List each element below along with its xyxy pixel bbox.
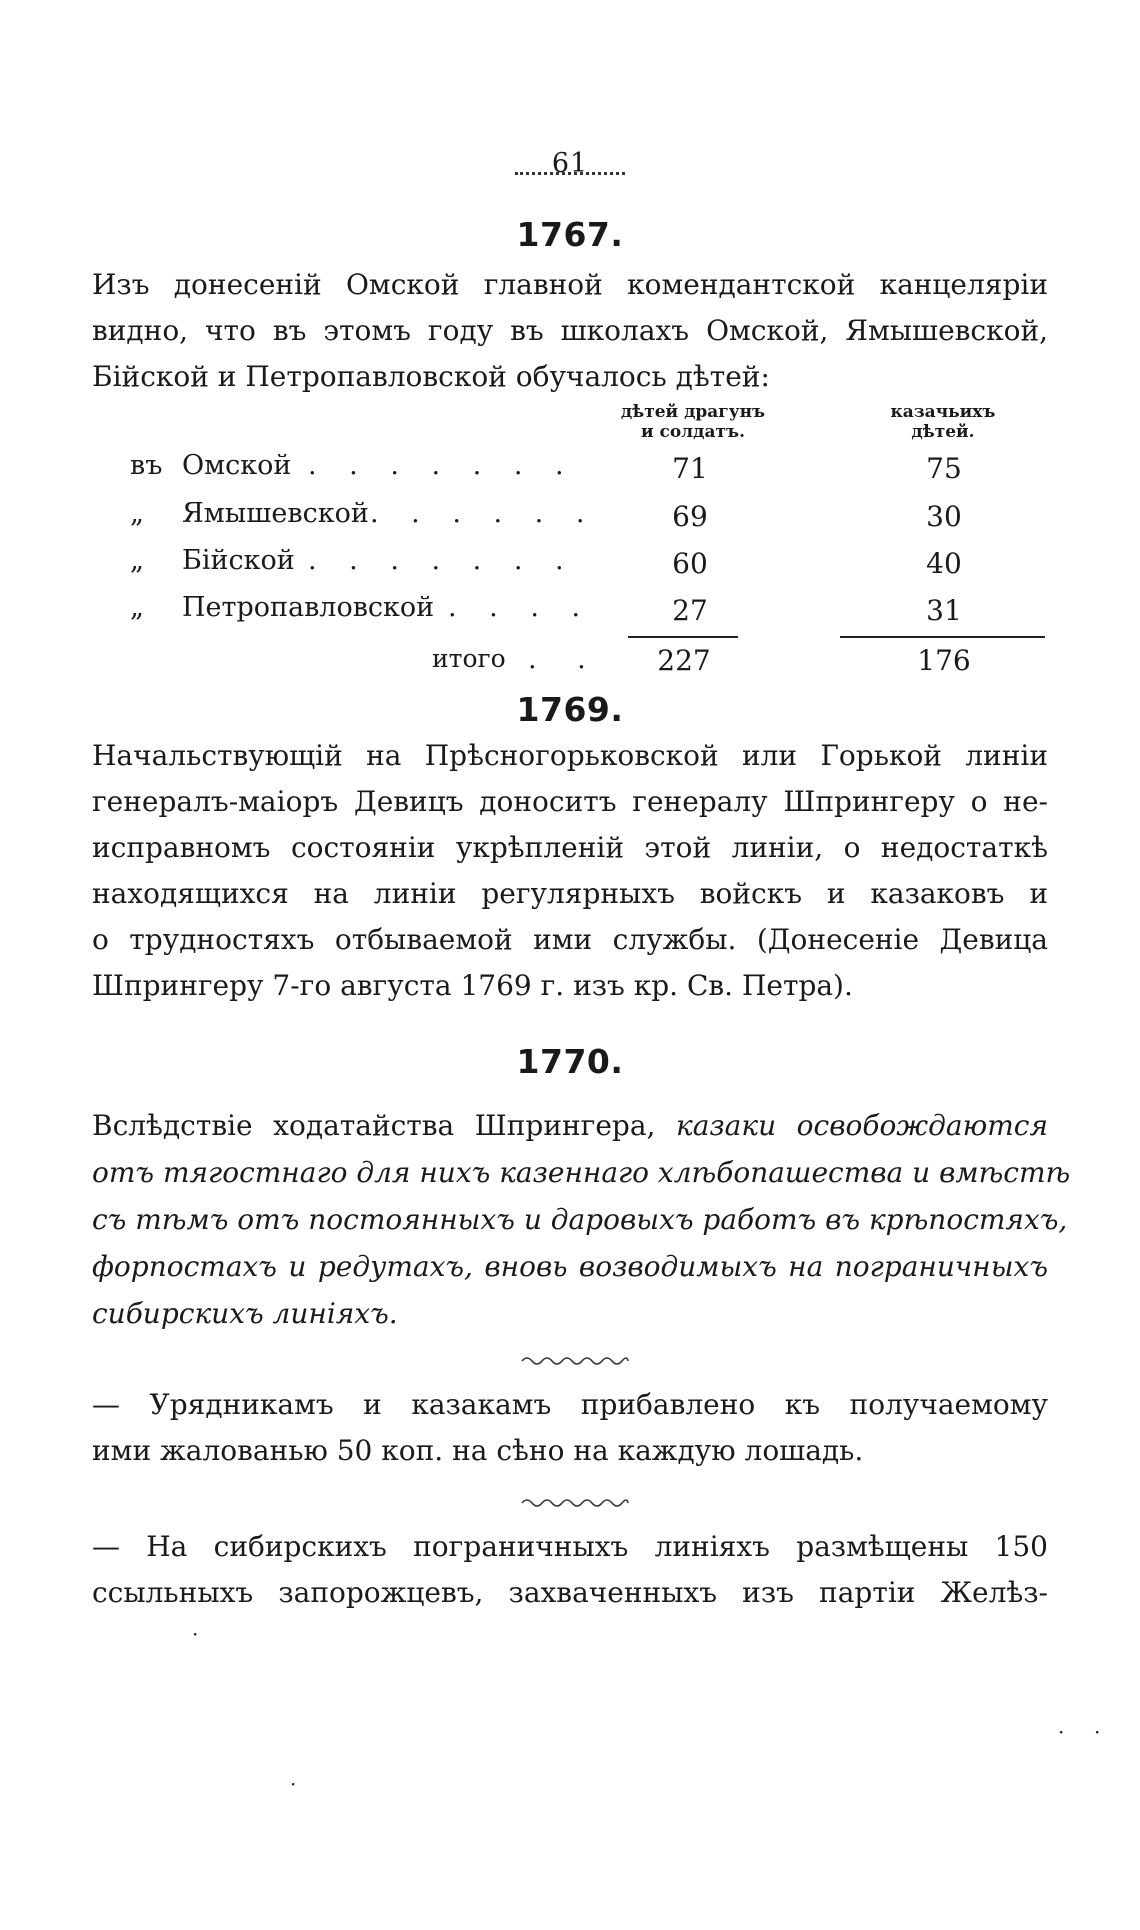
row-name: Бійской	[182, 545, 295, 576]
paragraph-note-1	[92, 1382, 1048, 1474]
paragraph-note-2	[92, 1524, 1048, 1616]
row-name: Омской	[182, 450, 292, 481]
leader-dots: . . . .	[448, 592, 593, 623]
row-prefix: въ	[130, 450, 163, 481]
scan-speck: ·	[290, 1772, 297, 1796]
text-line: — На сибирскихъ пограничныхъ линіяхъ размѣщены 150	[92, 1530, 1048, 1563]
year-heading-1769: 1769.	[516, 690, 624, 729]
text-line	[92, 1102, 1048, 1149]
text-line: Изъ донесеній Омской главной комендантской канцеляріи	[92, 268, 1048, 301]
leader-dots: . .	[528, 644, 602, 675]
text-line: отъ тягостнаго для нихъ казеннаго хлѣбопашества и вмѣстѣ	[92, 1156, 1071, 1189]
row-name: Петропавловской	[182, 592, 435, 623]
italic-text: казаки освобождаются	[675, 1109, 1048, 1142]
table-row-label	[130, 592, 434, 623]
leader-dots: . . . . . . .	[308, 450, 576, 481]
text-line: видно, что въ этомъ году въ школахъ Омской, Ямышевской,	[92, 314, 1048, 347]
scan-speck: ·	[1058, 1720, 1065, 1744]
scan-speck: ·	[192, 1622, 199, 1646]
cell-dragoons: 60	[672, 547, 708, 580]
column-header-line: казачьихъ	[890, 402, 996, 422]
column-header-dragoons	[578, 402, 808, 442]
text-line: генералъ-маіоръ Девицъ доноситъ генералу Шпрингеру о не-	[92, 785, 1048, 818]
leader-dots: . . . . . .	[370, 498, 597, 529]
leader-dots: . . . . . . .	[308, 545, 576, 576]
column-header-cossacks	[868, 402, 1018, 442]
text-line: сибирскихъ линіяхъ.	[92, 1297, 398, 1330]
paragraph-1769	[92, 733, 1048, 1009]
text-line: находящихся на линіи регулярныхъ войскъ и казаковъ и	[92, 877, 1048, 910]
text-line: исправномъ состояніи укрѣпленій этой линіи, о недостаткѣ	[92, 831, 1048, 864]
text-line: форпостахъ и редутахъ, вновь возводимыхъ на пограничныхъ	[92, 1250, 1048, 1283]
column-header-line: дѣтей драгунъ	[620, 402, 766, 422]
row-prefix: „	[130, 545, 144, 576]
total-label: итого	[432, 644, 506, 673]
text-line: Начальствующій на Прѣсногорьковской или Горькой линіи	[92, 739, 1048, 772]
text-line: о трудностяхъ отбываемой ими службы. (Донесеніе Девица	[92, 923, 1048, 956]
sum-rule-cossacks	[840, 636, 1045, 638]
column-header-line: и солдатъ.	[640, 422, 746, 442]
cell-cossacks: 40	[926, 547, 962, 580]
table-row-label	[130, 498, 369, 529]
cell-cossacks: 31	[926, 594, 962, 627]
table-row-label	[130, 545, 295, 576]
scan-speck: ·	[1094, 1720, 1101, 1744]
cell-cossacks: 75	[926, 452, 962, 485]
text-line: ими жалованью 50 коп. на сѣно на каждую лошадь.	[92, 1434, 864, 1467]
wavy-separator	[520, 1496, 630, 1510]
year-heading-1767: 1767.	[516, 215, 624, 254]
row-name: Ямышевской	[182, 498, 369, 529]
paragraph-1767	[92, 262, 1048, 400]
page-number: 61	[551, 148, 589, 179]
plain-text: Вслѣдствіе ходатайства Шпрингера,	[92, 1109, 676, 1142]
total-dragoons: 227	[657, 644, 711, 677]
table-row-label	[130, 450, 291, 481]
text-line: Бійской и Петропавловской обучалось дѣтей:	[92, 360, 770, 393]
text-line: съ тѣмъ отъ постоянныхъ и даровыхъ работъ въ крѣпостяхъ,	[92, 1203, 1068, 1236]
row-prefix: „	[130, 592, 144, 623]
row-prefix: „	[130, 498, 144, 529]
cell-dragoons: 71	[672, 452, 708, 485]
wavy-separator	[520, 1354, 630, 1368]
cell-cossacks: 30	[926, 500, 962, 533]
total-cossacks: 176	[917, 644, 971, 677]
sum-rule-dragoons	[628, 636, 738, 638]
page-number-underline	[515, 172, 625, 175]
paragraph-1770	[92, 1102, 1071, 1337]
text-line: — Урядникамъ и казакамъ прибавлено къ получаемому	[92, 1388, 1048, 1421]
cell-dragoons: 69	[672, 500, 708, 533]
year-heading-1770: 1770.	[516, 1042, 624, 1081]
column-header-line: дѣтей.	[911, 422, 975, 442]
text-line: Шпрингеру 7-го августа 1769 г. изъ кр. Св. Петра).	[92, 969, 853, 1002]
cell-dragoons: 27	[672, 594, 708, 627]
text-line: ссыльныхъ запорожцевъ, захваченныхъ изъ партіи Желѣз-	[92, 1576, 1048, 1609]
